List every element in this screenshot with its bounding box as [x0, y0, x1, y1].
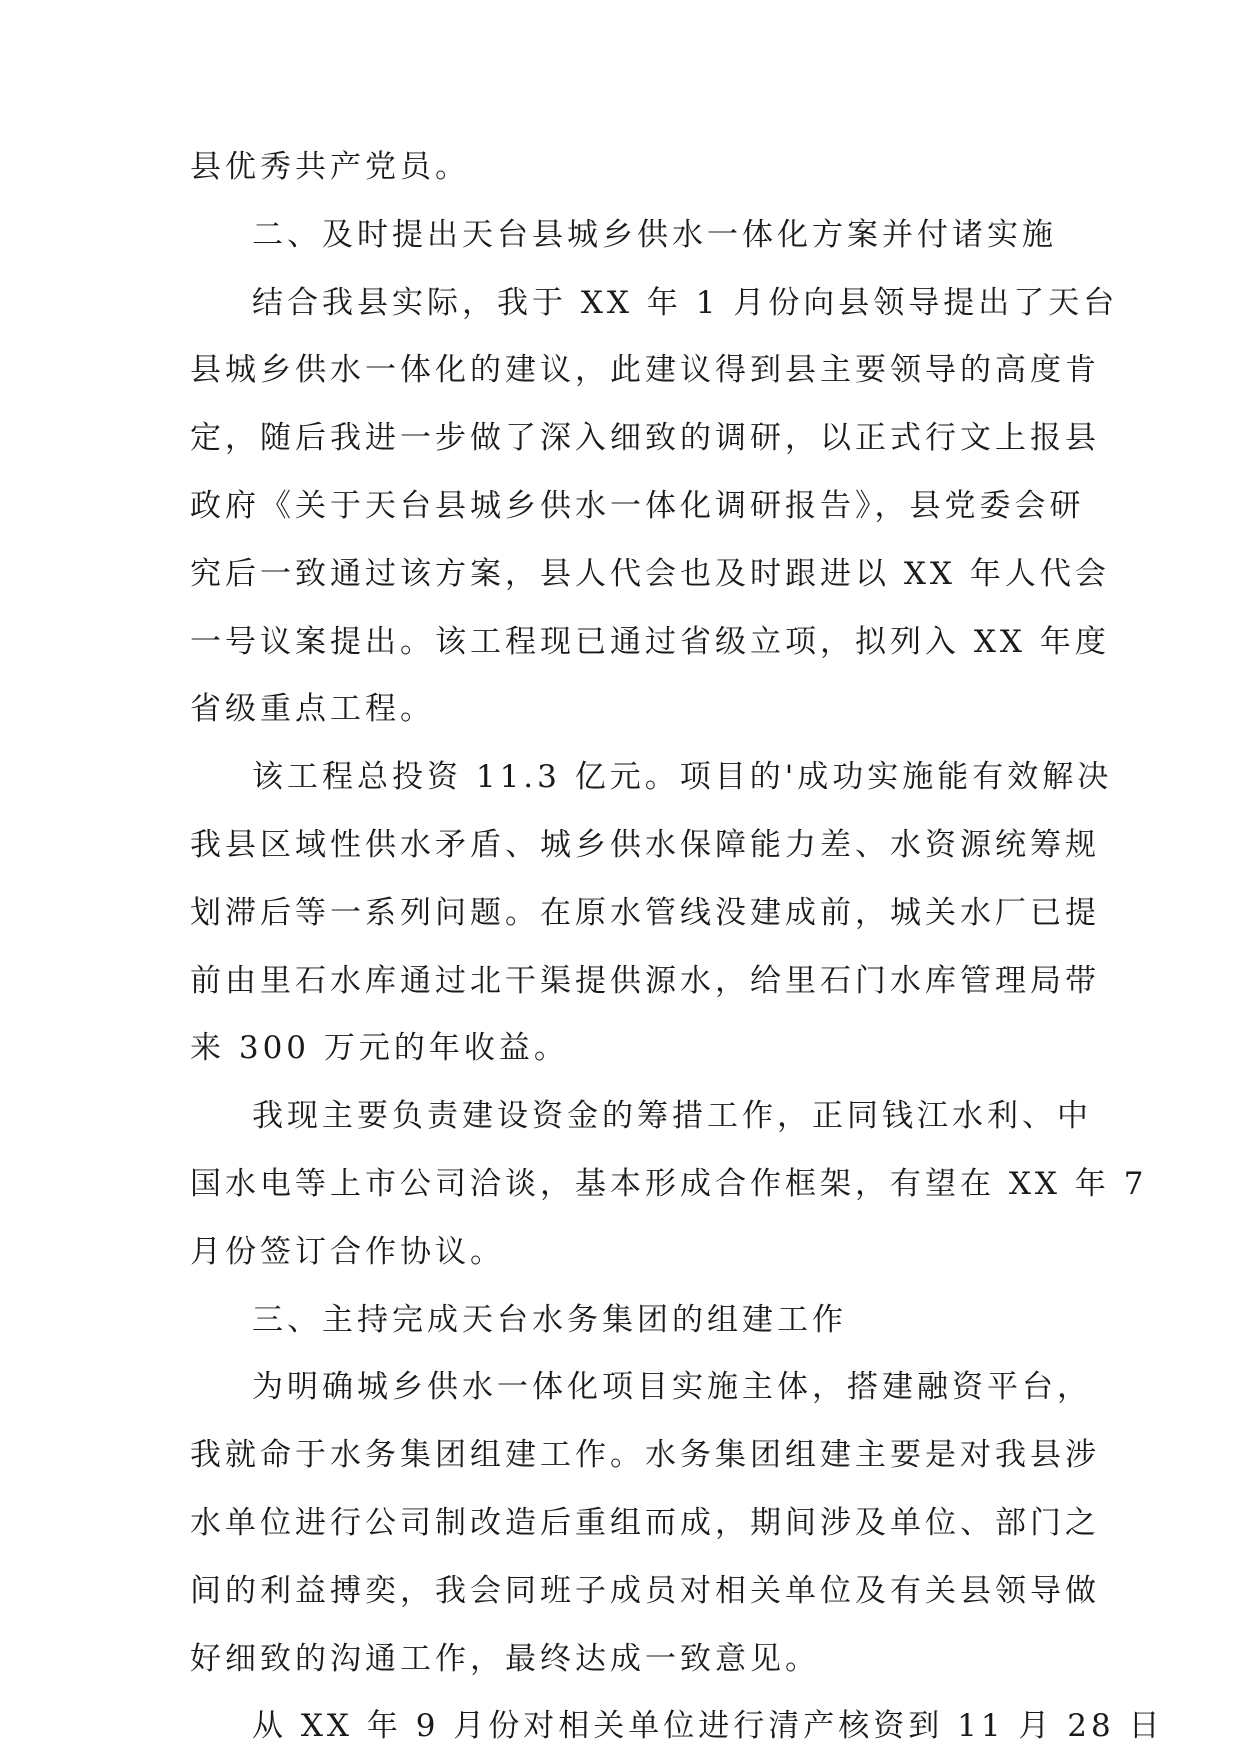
text-line: 为明确城乡供水一体化项目实施主体，搭建融资平台，	[252, 1369, 1092, 1406]
section-heading: 二、及时提出天台县城乡供水一体化方案并付诸实施	[252, 216, 1057, 253]
text-line: 划滞后等一系列问题。在原水管线没建成前，城关水厂已提	[190, 894, 1100, 931]
text-line: 从 XX 年 9 月份对相关单位进行清产核资到 11 月 28 日	[252, 1708, 1164, 1745]
text-line: 好细致的沟通工作，最终达成一致意见。	[190, 1640, 820, 1677]
text-line: 间的利益搏奕，我会同班子成员对相关单位及有关县领导做	[190, 1572, 1100, 1609]
text-line: 我就命于水务集团组建工作。水务集团组建主要是对我县涉	[190, 1437, 1100, 1474]
text-line: 究后一致通过该方案，县人代会也及时跟进以 XX 年人代会	[190, 555, 1110, 592]
text-line: 一号议案提出。该工程现已通过省级立项，拟列入 XX 年度	[190, 623, 1110, 660]
text-line: 国水电等上市公司洽谈，基本形成合作框架，有望在 XX 年 7	[190, 1166, 1148, 1202]
text-line: 月份签订合作协议。	[190, 1233, 505, 1270]
text-line: 来 300 万元的年收益。	[190, 1030, 569, 1067]
text-line: 县城乡供水一体化的建议，此建议得到县主要领导的高度肯	[190, 352, 1100, 389]
text-line: 定，随后我进一步做了深入细致的调研，以正式行文上报县	[190, 420, 1100, 457]
text-line: 前由里石水库通过北干渠提供源水，给里石门水库管理局带	[190, 962, 1100, 999]
text-line: 政府《关于天台县城乡供水一体化调研报告》，县党委会研	[190, 488, 1085, 524]
text-line: 我县区域性供水矛盾、城乡供水保障能力差、水资源统筹规	[190, 827, 1100, 863]
section-heading: 三、主持完成天台水务集团的组建工作	[252, 1301, 847, 1338]
text-line: 县优秀共产党员。	[190, 149, 470, 185]
text-line: 省级重点工程。	[190, 691, 435, 728]
text-line: 水单位进行公司制改造后重组而成，期间涉及单位、部门之	[190, 1505, 1100, 1541]
text-line: 结合我县实际，我于 XX 年 1 月份向县领导提出了天台	[252, 284, 1119, 321]
text-line: 我现主要负责建设资金的筹措工作，正同钱江水利、中	[252, 1098, 1092, 1135]
text-line: 该工程总投资 11.3 亿元。项目的'成功实施能有效解决	[252, 759, 1113, 796]
